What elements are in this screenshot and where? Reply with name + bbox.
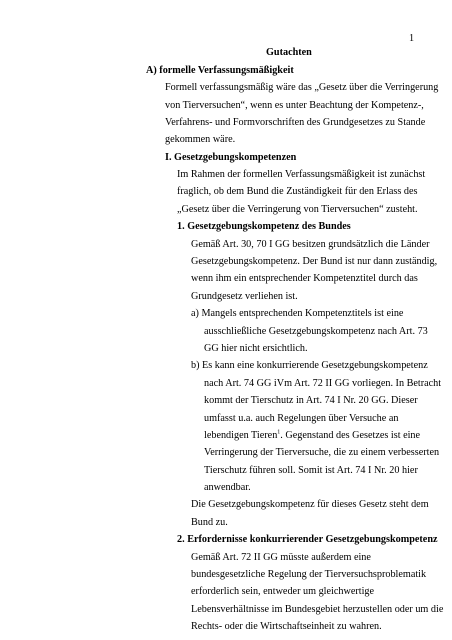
section-heading-1: 1. Gesetzgebungskompetenz des Bundes [177, 221, 351, 232]
paragraph-line: nach Art. 74 GG iVm Art. 72 II GG vorliegen. In Betracht [204, 378, 442, 389]
paragraph-line [204, 430, 420, 442]
paragraph-line: von Tierversuchen“, wenn es unter Beachtung der Kompetenz-, [165, 100, 424, 111]
paragraph-text: . Gegenstand des Gesetzes ist eine [280, 430, 421, 441]
section-heading-i: I. Gesetzgebungskompetenzen [165, 152, 297, 163]
paragraph-line: Gemäß Art. 30, 70 I GG besitzen grundsätzlich die Länder [191, 239, 430, 250]
paragraph-line: GG hier nicht ersichtlich. [204, 343, 308, 354]
paragraph-line: Grundgesetz verliehen ist. [191, 291, 298, 302]
paragraph-line: umfasst u.a. auch Regelungen über Versuche an [204, 413, 399, 424]
paragraph-line: „Gesetz über die Verringerung von Tierversuchen“ zusteht. [177, 204, 418, 215]
paragraph-line: ausschließliche Gesetzgebungskompetenz nach Art. 73 [204, 326, 428, 337]
section-heading-a: A) formelle Verfassungsmäßigkeit [146, 65, 294, 76]
list-item-a: a) Mangels entsprechenden Kompetenztitels ist eine [191, 308, 404, 319]
footnote-reference[interactable]: 1 [277, 429, 281, 436]
paragraph-line: wenn ihm ein entsprechender Kompetenztitel durch das [191, 273, 418, 284]
paragraph-line: Gesetzgebungskompetenz. Der Bund ist nur dann zuständig, [191, 256, 438, 267]
paragraph-line: Bund zu. [191, 517, 228, 528]
paragraph-line: kommt der Tierschutz in Art. 74 I Nr. 20 GG. Dieser [204, 395, 418, 406]
list-item-b: b) Es kann eine konkurrierende Gesetzgebungskompetenz [191, 360, 428, 371]
paragraph-line: erforderlich sein, entweder um gleichwertige [191, 586, 375, 597]
paragraph-line: Verringerung der Tierversuche, die zu einem verbesserten [204, 447, 440, 458]
paragraph-line: Rechts- oder die Wirtschaftseinheit zu wahren. [191, 621, 382, 632]
paragraph-line: fraglich, ob dem Bund die Zuständigkeit für den Erlass des [177, 186, 418, 197]
paragraph-line: Tierschutz führen soll. Somit ist Art. 74 I Nr. 20 hier [204, 465, 418, 476]
paragraph-line: gekommen wäre. [165, 134, 236, 145]
document-heading: Gutachten [266, 47, 312, 58]
page-number: 1 [409, 33, 415, 44]
paragraph-line: Die Gesetzgebungskompetenz für dieses Gesetz steht dem [191, 499, 429, 510]
paragraph-line: Gemäß Art. 72 II GG müsste außerdem eine [191, 552, 371, 563]
paragraph-line: Verfahrens- und Formvorschriften des Grundgesetzes zu Stande [165, 117, 426, 128]
section-heading-2: 2. Erfordernisse konkurrierender Gesetzgebungskompetenz [177, 534, 438, 545]
paragraph-line: anwendbar. [204, 482, 251, 493]
paragraph-line: Lebensverhältnisse im Bundesgebiet herzustellen oder um die [191, 604, 444, 615]
paragraph-line: Formell verfassungsmäßig wäre das „Gesetz über die Verringerung [165, 82, 439, 93]
paragraph-text: lebendigen Tieren [204, 430, 278, 441]
paragraph-line: Im Rahmen der formellen Verfassungsmäßigkeit ist zunächst [177, 169, 426, 180]
paragraph-line: bundesgesetzliche Regelung der Tierversuchsproblematik [191, 569, 427, 580]
